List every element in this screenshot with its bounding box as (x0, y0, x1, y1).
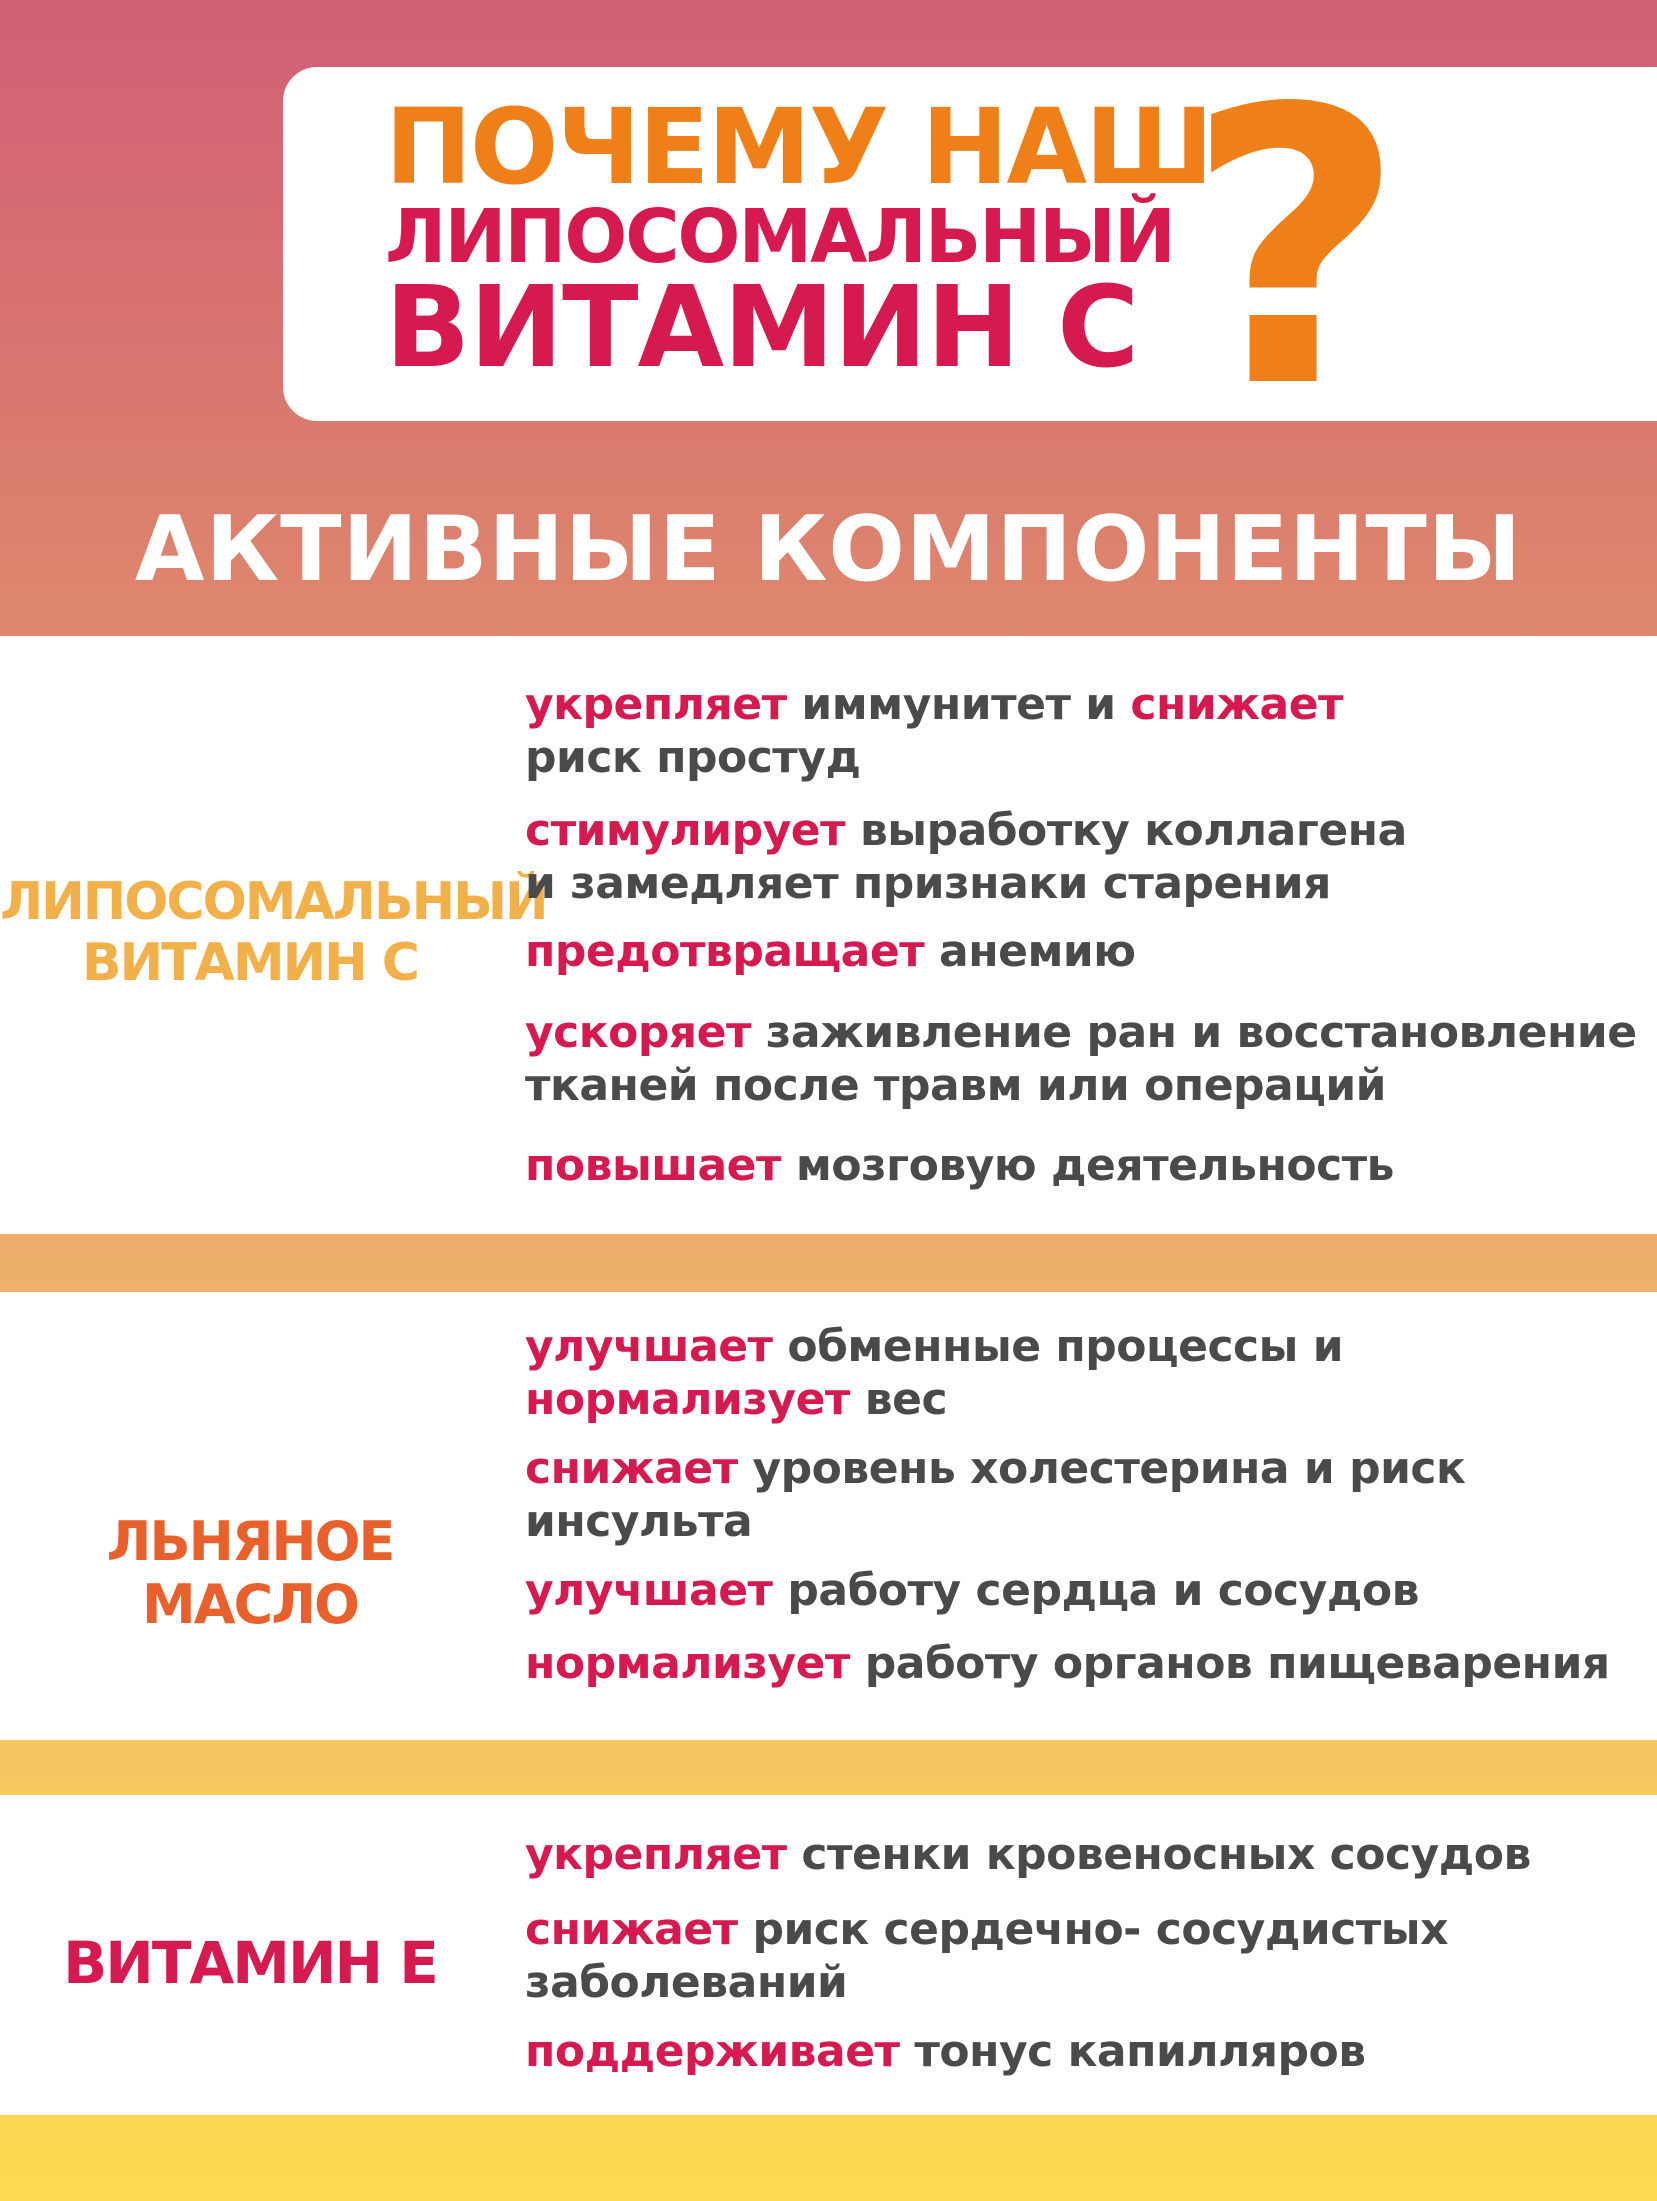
benefit-verb: поддерживает (525, 2026, 900, 2077)
benefit-text: анемию (924, 926, 1136, 977)
component-name (0, 1510, 500, 1636)
benefit-item (525, 1442, 1465, 1548)
benefit-verb: нормализует (525, 1374, 850, 1425)
benefit-text: заболеваний (525, 1957, 848, 2008)
benefit-verb: предотвращает (525, 926, 925, 977)
benefit-verb: нормализует (525, 1638, 850, 1689)
headline-line-1: ПОЧЕМУ НАШ (385, 86, 1212, 208)
headline-line-2: ЛИПОСОМАЛЬНЫЙ (385, 194, 1174, 280)
benefit-verb: укрепляет (525, 679, 787, 730)
benefit-verb: ускоряет (525, 1007, 751, 1058)
benefit-item (525, 925, 1136, 978)
component-panel-linseed-oil (0, 1292, 1657, 1740)
benefit-text: стенки кровеносных сосудов (786, 1829, 1531, 1880)
benefit-item (525, 1828, 1531, 1881)
benefit-verb: улучшает (525, 1321, 773, 1372)
benefit-verb: стимулирует (525, 805, 846, 856)
benefit-verb: снижает (525, 1904, 738, 1955)
component-panel-vitamin-e (0, 1795, 1657, 2115)
benefit-text: инсульта (525, 1496, 753, 1547)
benefit-verb: повышает (525, 1140, 782, 1191)
benefit-text: обменные процессы и (772, 1321, 1344, 1372)
benefit-text: иммунитет и (786, 679, 1131, 730)
benefit-item (525, 1320, 1343, 1426)
benefit-item (525, 1006, 1637, 1112)
benefit-verb: улучшает (525, 1565, 773, 1616)
benefit-item (525, 1564, 1419, 1617)
component-panel-vitamin-c (0, 636, 1657, 1234)
benefit-text: мозговую деятельность (781, 1140, 1395, 1191)
component-name-line-1: ЛИПОСОМАЛЬНЫЙ (0, 872, 547, 932)
benefit-item (525, 1139, 1394, 1192)
benefit-text: работу органов пищеварения (849, 1638, 1610, 1689)
benefit-item (525, 678, 1343, 784)
benefit-text: риск простуд (525, 732, 861, 783)
benefit-text: заживление ран и восстановление (750, 1007, 1637, 1058)
component-name-line-1: ЛЬНЯНОЕ МАСЛО (106, 1510, 394, 1637)
benefit-item (525, 804, 1407, 910)
benefit-text: работу сердца и сосудов (772, 1565, 1419, 1616)
benefit-text: и замедляет признаки старения (525, 858, 1331, 909)
benefit-text: уровень холестерина и риск (737, 1443, 1466, 1494)
question-mark-icon: ? (1185, 28, 1406, 471)
benefit-item (525, 1637, 1610, 1690)
benefit-item (525, 1903, 1448, 2009)
benefit-text: тонус капилляров (899, 2026, 1366, 2077)
benefit-text: риск сердечно- сосудистых (737, 1904, 1448, 1955)
benefit-verb: укрепляет (525, 1829, 787, 1880)
benefit-verb: снижает (525, 1443, 738, 1494)
benefit-text: выработку коллагена (845, 805, 1407, 856)
benefit-verb: снижает (1130, 679, 1344, 730)
component-name (0, 1930, 500, 1998)
benefit-text: вес (849, 1374, 948, 1425)
headline-line-3: ВИТАМИН С (385, 263, 1139, 393)
benefit-item (525, 2025, 1366, 2078)
component-name-line-2: ВИТАМИН С (82, 932, 418, 993)
component-name-line-1: ВИТАМИН Е (63, 1929, 437, 1997)
section-title: АКТИВНЫЕ КОМПОНЕНТЫ (134, 497, 1523, 602)
benefit-text: тканей после травм или операций (525, 1060, 1386, 1111)
component-name (0, 872, 547, 994)
